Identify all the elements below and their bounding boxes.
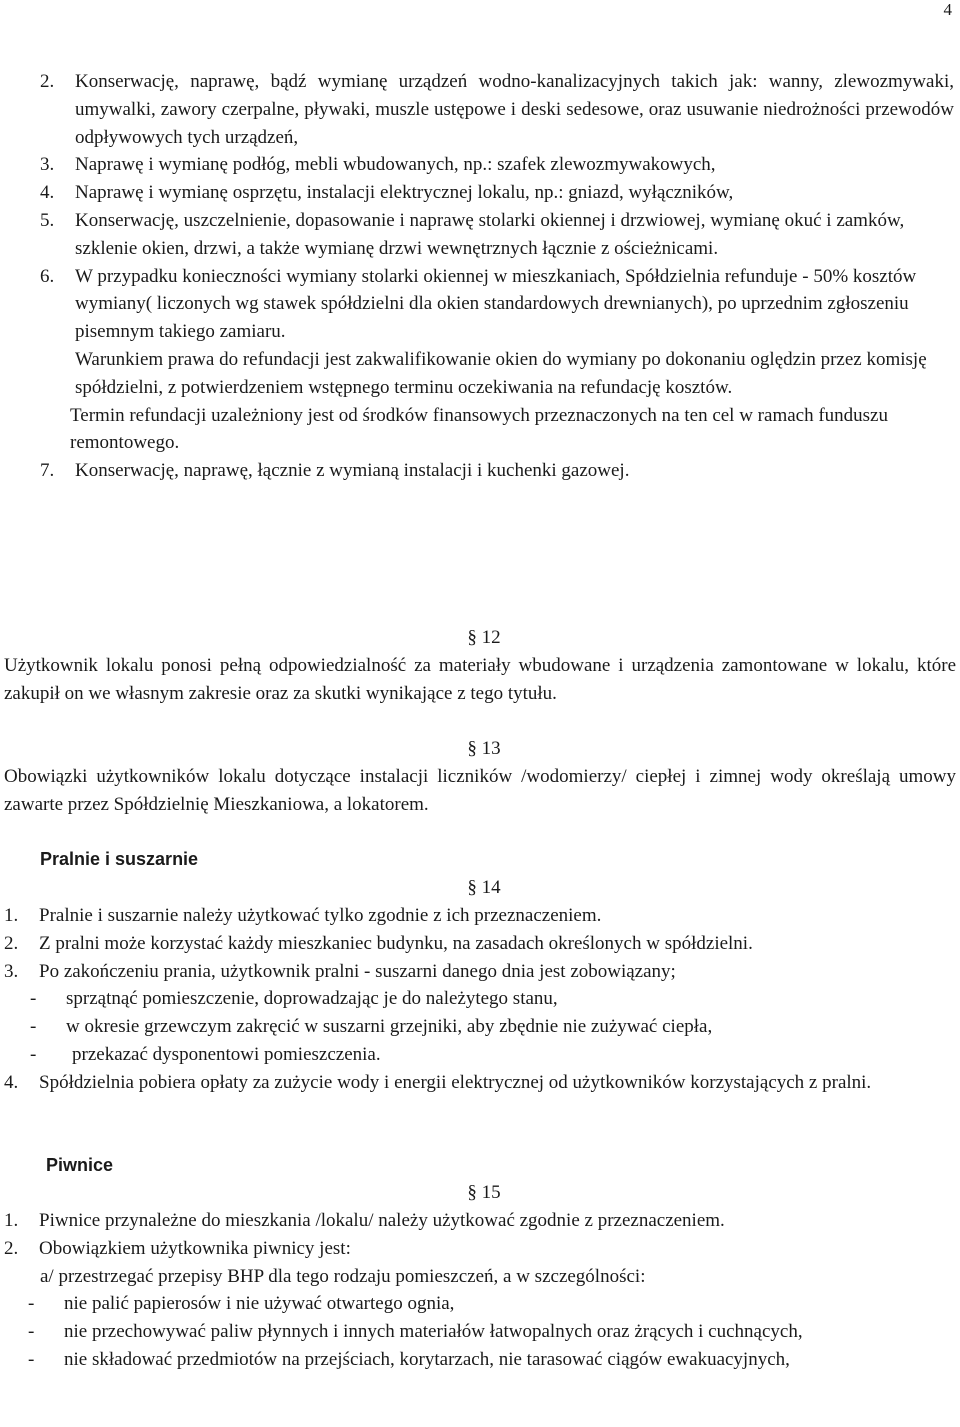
list-text: Pralnie i suszarnie należy użytkować tylko zgodnie z ich przeznaczeniem. [39, 905, 602, 926]
list-text: Konserwację, naprawę, łącznie z wymianą instalacji i kuchenki gazowej. [75, 460, 630, 482]
list-item [4, 902, 956, 930]
list-number: 7. [40, 460, 55, 482]
dash-mark: - [28, 1321, 35, 1343]
list-item [4, 930, 956, 958]
dash-text: nie składować przedmiotów na przejściach, korytarzach, nie tarasować ciągów ewakuacyjnych, [64, 1348, 790, 1370]
dash-item [4, 1318, 956, 1346]
list-number: 1. [4, 1210, 19, 1231]
list-text: Konserwację, uszczelnienie, dopasowanie i naprawę stolarki okiennej i drzwiowej, wymianę okuć i zamków, szklenie okien, drzwi, a także wymianę drzwi wewnętrznych łącznie z ościeżnicami. [75, 209, 905, 259]
list-text: Spółdzielnia pobiera opłaty za zużycie wody i energii elektrycznej od użytkowników korzystających z pralni. [39, 1071, 872, 1093]
list-text: Naprawę i wymianę osprzętu, instalacji elektrycznej lokalu, np.: gniazd, wyłączników, [75, 182, 734, 204]
list-item [4, 1069, 956, 1097]
list-number: 3. [4, 960, 19, 982]
dash-text: nie przechowywać paliw płynnych i innych materiałów łatwopalnych oraz żrących i cuchnących, [64, 1321, 803, 1343]
section-12-label: § 12 [467, 627, 501, 648]
dash-mark: - [28, 1348, 35, 1370]
list-item [40, 263, 954, 458]
section-14-label: § 14 [467, 877, 501, 898]
dash-item [4, 1290, 956, 1318]
list-number: 5. [40, 209, 55, 231]
list-item [4, 1235, 956, 1263]
list-item [40, 68, 954, 151]
heading-piwnice: Piwnice [46, 1155, 114, 1175]
heading-pralnie: Pralnie i suszarnie [40, 849, 199, 869]
section-13-text: Obowiązki użytkowników lokalu dotyczące instalacji liczników /wodomierzy/ ciepłej i zimnej wody określają umowy zawarte przez Spółdzielnię Mieszkaniowa, a lokatorem. [4, 766, 956, 815]
section-12-text: Użytkownik lokalu ponosi pełną odpowiedzialność za materiały wbudowane i urządzenia zamontowane w lokalu, które zakupił on we własnym zakresie oraz za skutki wynikające z tego tytułu. [4, 655, 956, 704]
list-number: 2. [4, 932, 19, 954]
list-item [40, 457, 954, 485]
list-text: Z pralni może korzystać każdy mieszkaniec budynku, na zasadach określonych w spółdzielni. [39, 932, 753, 954]
list-number: 1. [4, 905, 19, 926]
section-15-label: § 15 [467, 1182, 501, 1203]
list-text: Piwnice przynależne do mieszkania /lokalu/ należy użytkować zgodnie z przeznaczeniem. [39, 1210, 725, 1231]
dash-mark: - [28, 1293, 35, 1315]
list-item [4, 1207, 956, 1235]
list-number: 4. [4, 1071, 19, 1093]
piwnice-list [4, 1207, 956, 1374]
sub-point: a/ przestrzegać przepisy BHP dla tego rodzaju pomieszczeń, a w szczególności: [40, 1265, 646, 1287]
list-number: 2. [4, 1237, 19, 1259]
list-number: 3. [40, 154, 55, 176]
dash-item [4, 985, 956, 1013]
refund-term-text: Termin refundacji uzależniony jest od środków finansowych przeznaczonych na ten cel w ramach funduszu remontowego. [70, 404, 888, 454]
dash-mark: - [30, 1016, 37, 1038]
dash-mark: - [30, 1043, 37, 1065]
dash-text: przekazać dysponentowi pomieszczenia. [72, 1043, 381, 1065]
dash-text: w okresie grzewczym zakręcić w suszarni grzejniki, aby zbędnie nie zużywać ciepła, [66, 1016, 713, 1038]
dash-item [4, 1346, 956, 1374]
list-number: 6. [40, 265, 55, 287]
list-text: Obowiązkiem użytkownika piwnicy jest: [39, 1237, 351, 1259]
list-item [40, 179, 954, 207]
list-number: 2. [40, 71, 55, 92]
list-number: 4. [40, 182, 55, 204]
list-text: Po zakończeniu prania, użytkownik pralni - suszarni danego dnia jest zobowiązany; [39, 960, 676, 982]
list-item [4, 958, 956, 986]
pralnie-list [4, 902, 956, 1097]
list-item [40, 207, 954, 263]
dash-mark: - [30, 988, 37, 1010]
maintenance-list [40, 68, 954, 485]
section-13-label: § 13 [467, 738, 501, 759]
dash-text: sprzątnąć pomieszczenie, doprowadzając je do należytego stanu, [66, 988, 558, 1010]
dash-item [4, 1041, 956, 1069]
dash-item [4, 1013, 956, 1041]
list-item [40, 151, 954, 179]
page-number: 4 [943, 0, 952, 19]
refund-text: W przypadku konieczności wymiany stolarki okiennej w mieszkaniach, Spółdzielnia refunduje - 50% kosztów wymiany( liczonych wg stawek spółdzielni dla okien standardowych drewnianych), po uprzednim zgłoszeniu pisemnym takiego zamiaru. [75, 265, 917, 343]
dash-text: nie palić papierosów i nie używać otwartego ognia, [64, 1293, 455, 1315]
list-text: Konserwację, naprawę, bądź wymianę urządzeń wodno-kanalizacyjnych takich jak: wanny, zlewozmywaki, umywalki, zawory czerpalne, pływaki, muszle ustępowe i deski sedesowe, oraz usuwanie niedrożności przewodów odpływowych tych urządzeń, [75, 71, 954, 148]
list-text [70, 263, 954, 458]
refund-condition-text: Warunkiem prawa do refundacji jest zakwalifikowanie okien do wymiany po dokonaniu oględzin przez komisję spółdzielni, z potwierdzeniem wstępnego terminu oczekiwania na refundację kosztów. [75, 348, 927, 398]
list-text: Naprawę i wymianę podłóg, mebli wbudowanych, np.: szafek zlewozmywakowych, [75, 154, 716, 176]
